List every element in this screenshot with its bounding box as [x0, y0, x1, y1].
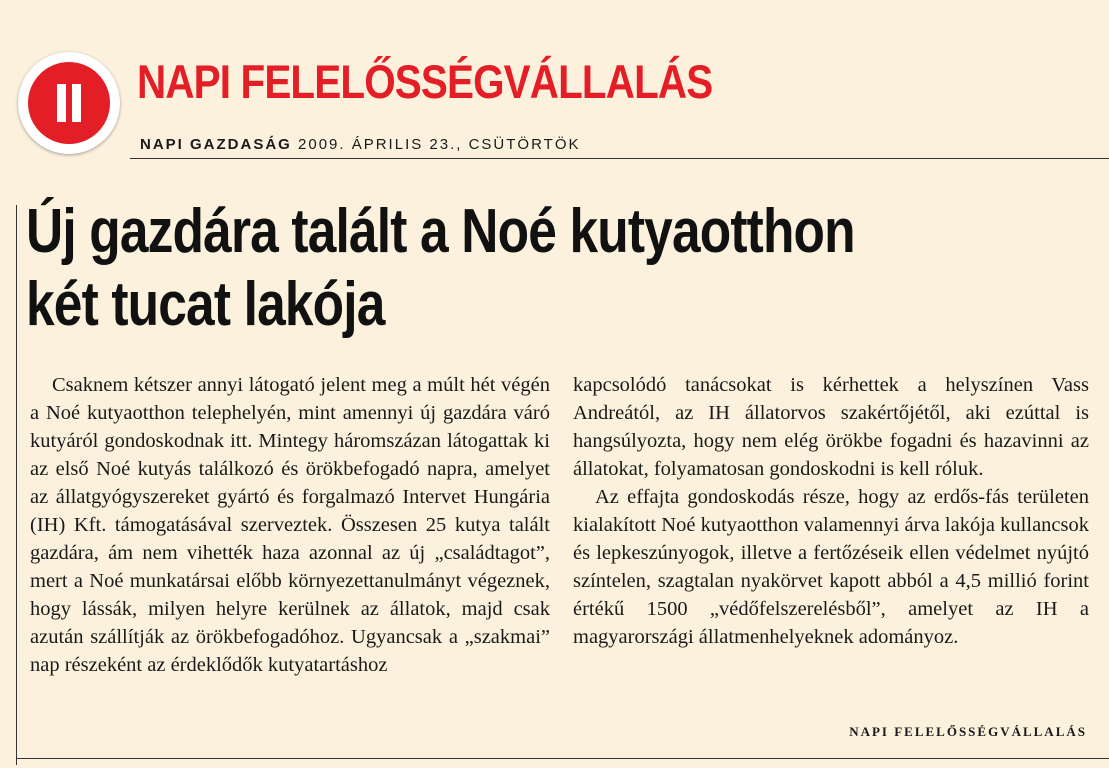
article-headline: Új gazdára talált a Noé kutyaotthon két tucat lakója — [26, 197, 855, 339]
pause-icon — [28, 62, 110, 144]
publication-date: 2009. ÁPRILIS 23., CSÜTÖRTÖK — [298, 136, 581, 153]
section-title: NAPI FELELŐSSÉGVÁLLALÁS — [137, 55, 713, 108]
footer-divider — [16, 758, 1109, 759]
article-paragraph: Csaknem kétszer annyi látogató jelent meg a múlt hét végén a Noé kutyaotthon telephelyén, mint amennyi új gazdára váró kutyáról gondoskodnak itt. Mintegy háromszázan látogattak ki az első Noé kutyás találkozó és örökbefogadó napra, amelyet az állatgyógyszereket gyártó és forgalmazó Intervet Hungária (IH) Kft. támogatásával szerveztek. Összesen 25 kutya talált gazdára, ám nem vihették haza azonnal az új „családtagot”, mert a Noé munkatársai előbb környezettanulmányt végeznek, hogy lássák, milyen helyre kerülnek az állatok, majd csak azután szállítják az örökbefogadóhoz. Ugyancsak a „szakmai” nap részeként az érdeklődők kutyatartáshoz — [30, 374, 550, 676]
article-paragraph: kapcsolódó tanácsokat is kérhettek a helyszínen Vass Andreától, az IH állatorvos szakértőjétől, aki ezúttal is hangsúlyozta, hogy nem elég örökbe fogadni és hazavinni az állatokat, folyamatosan gondoskodni is kell róluk. — [573, 374, 1089, 480]
section-logo — [18, 52, 120, 154]
paper-name: NAPI GAZDASÁG — [140, 136, 292, 153]
dateline — [140, 136, 581, 153]
logo-bar-left — [57, 84, 66, 122]
article-paragraph: Az effajta gondoskodás része, hogy az erdős-fás területen kialakított Noé kutyaotthon valamennyi árva lakója kullancsok és lepkeszúnyogok, illetve a fertőzéseik ellen védelmet nyújtó színtelen, szagtalan nyakörvet kapott abból a 4,5 millió forint értékű 1500 „védőfelszerelésből”, amelyet az IH a magyarországi állatmenhelyeknek adományoz. — [573, 486, 1089, 648]
logo-bar-right — [72, 84, 81, 122]
article-signature: NAPI FELELŐSSÉGVÁLLALÁS — [849, 724, 1087, 739]
article-left-rule — [16, 205, 17, 765]
header-divider — [130, 158, 1109, 159]
article-column-1 — [30, 371, 550, 679]
article-column-2 — [573, 371, 1089, 651]
